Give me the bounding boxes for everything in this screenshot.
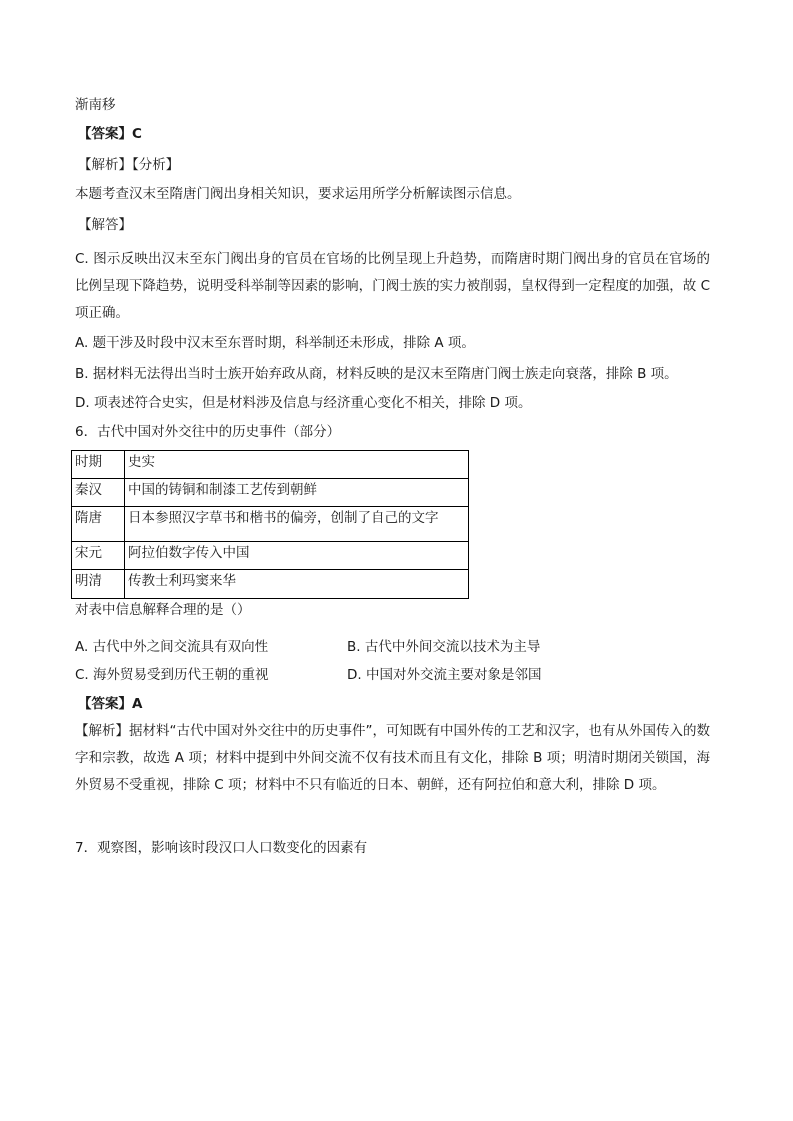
table-cell-fact: 中国的铸铜和制漆工艺传到朝鲜 xyxy=(125,479,469,507)
table-cell-period: 隋唐 xyxy=(72,507,125,542)
question-7-title: 7．观察图，影响该时段汉口人口数变化的因素有 xyxy=(75,840,368,856)
solution-heading: 【解答】 xyxy=(78,217,132,233)
question-6-answer: 【答案】A xyxy=(78,696,143,712)
option-c: C. 海外贸易受到历代王朝的重视 xyxy=(75,667,269,683)
table-cell-fact: 传教士利玛窦来华 xyxy=(125,570,469,599)
previous-question-tail: 渐南移 xyxy=(75,97,116,113)
table-header-row xyxy=(72,451,469,479)
option-b: B. 古代中外间交流以技术为主导 xyxy=(347,639,541,655)
table-cell-period: 明清 xyxy=(72,570,125,599)
option-d: D. 中国对外交流主要对象是邻国 xyxy=(347,667,542,683)
analysis-text: 本题考查汉末至隋唐门阀出身相关知识，要求运用所学分析解读图示信息。 xyxy=(75,186,521,202)
history-events-table xyxy=(71,450,469,599)
answer-label: 【答案】C xyxy=(78,126,142,142)
option-c-explanation: C. 图示反映出汉末至东门阀出身的官员在官场的比例呈现上升趋势，而隋唐时期门阀出身的官员在官场的比例呈现下降趋势，说明受科举制等因素的影响，门阀士族的实力被削弱，皇权得到一定程度的加强，故 C 项正确。 xyxy=(75,251,710,321)
question-6-analysis: 【解析】据材料“古代中国对外交往中的历史事件”，可知既有中国外传的工艺和汉字，也有从外国传入的数字和宗教，故选 A 项；材料中提到中外间交流不仅有技术而且有文化，排除 B 项；明清时期闭关锁国，海外贸易不受重视，排除 C 项；材料中不只有临近的日本、朝鲜，还有阿拉伯和意大利，排除 D 项。 xyxy=(75,723,710,793)
table-cell-fact: 阿拉伯数字传入中国 xyxy=(125,542,469,570)
table-cell-period: 秦汉 xyxy=(72,479,125,507)
analysis-heading: 【解析】【分析】 xyxy=(78,157,180,173)
option-a: A. 古代中外之间交流具有双向性 xyxy=(75,639,269,655)
option-d-explanation: D. 项表述符合史实，但是材料涉及信息与经济重心变化不相关，排除 D 项。 xyxy=(75,395,532,411)
table-cell-fact: 日本参照汉字草书和楷书的偏旁，创制了自己的文字 xyxy=(125,507,469,542)
table-header-period: 时期 xyxy=(72,451,125,479)
table-header-fact: 史实 xyxy=(125,451,469,479)
table-row xyxy=(72,570,469,599)
option-a-explanation: A. 题干涉及时段中汉末至东晋时期，科举制还未形成，排除 A 项。 xyxy=(75,335,475,351)
table-row xyxy=(72,507,469,542)
table-row xyxy=(72,479,469,507)
table-cell-period: 宋元 xyxy=(72,542,125,570)
option-b-explanation: B. 据材料无法得出当时士族开始弃政从商，材料反映的是汉末至隋唐门阀士族走向衰落，排除 B 项。 xyxy=(75,366,678,382)
question-6-stem: 对表中信息解释合理的是（） xyxy=(75,602,251,618)
question-6-title: 6．古代中国对外交往中的历史事件（部分） xyxy=(75,424,341,440)
table-row xyxy=(72,542,469,570)
